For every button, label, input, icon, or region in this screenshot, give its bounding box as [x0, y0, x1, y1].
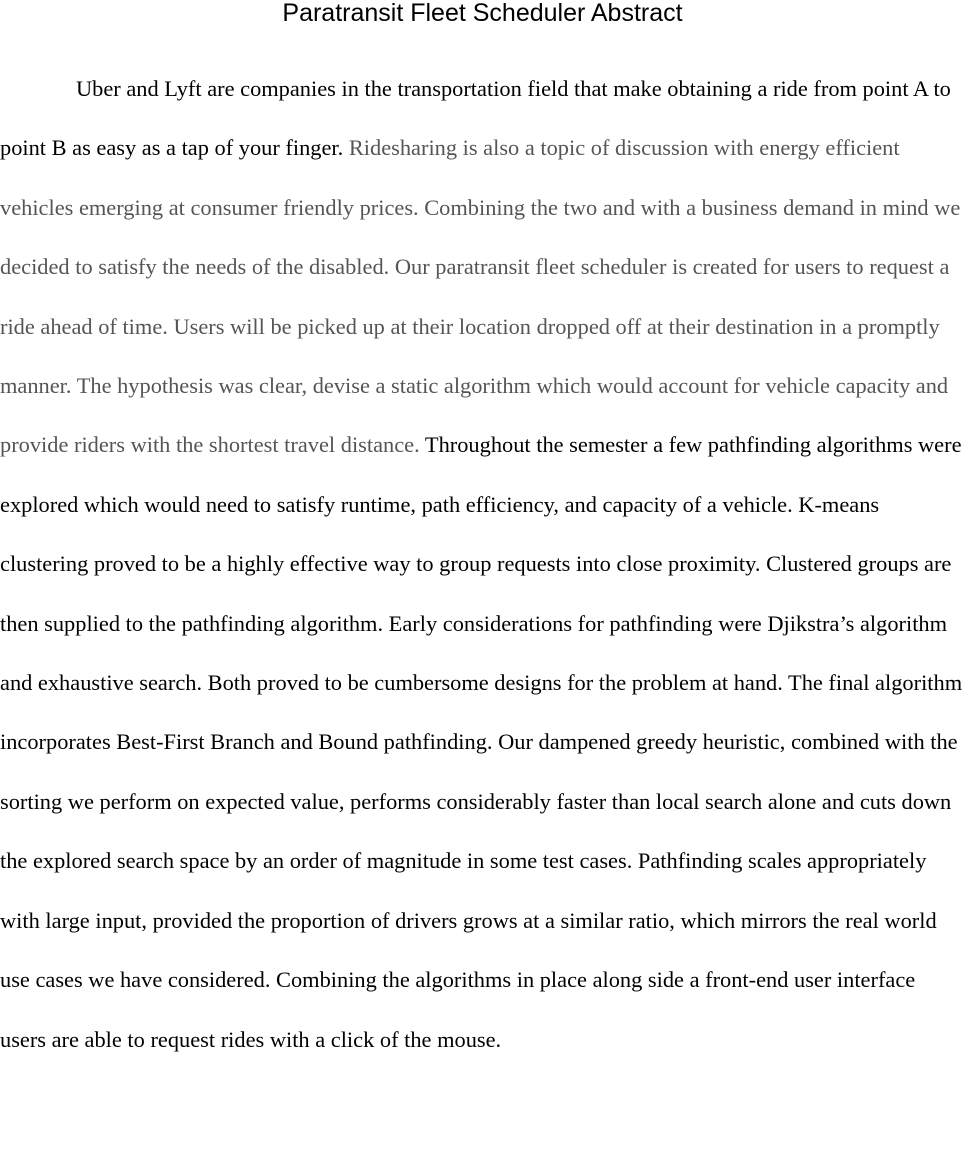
- document-title: Paratransit Fleet Scheduler Abstract: [282, 0, 683, 27]
- abstract-segment-intro: Uber and Lyft are companies in the transportation field that make obtaining a ride from point A to point B as easy as a tap of your finger.: [0, 76, 951, 161]
- abstract-segment-hypothesis: Ridesharing is also a topic of discussion with energy efficient vehicles emerging at consumer friendly prices. Combining the two and with a business demand in mind we decided to satisfy the needs of the disabled. Our paratransit fleet scheduler is created for users to request a ride ahead of time. Users will be picked up at their location dropped off at their destination in a promptly manner. The hypothesis was clear, devise a static algorithm which would account for vehicle capacity and provide riders with the shortest travel distance.: [0, 135, 961, 458]
- abstract-segment-methods: Throughout the semester a few pathfinding algorithms were explored which would need to satisfy runtime, path efficiency, and capacity of a vehicle. K-means clustering proved to be a highly effective way to group requests into close proximity. Clustered groups are then supplied to the pathfinding algorithm. Early considerations for pathfinding were Djikstra’s algorithm and exhaustive search. Both proved to be cumbersome designs for the problem at hand. The final algorithm incorporates Best-First Branch and Bound pathfinding. Our dampened greedy heuristic, combined with the sorting we perform on expected value, performs considerably faster than local search alone and cuts down the explored search space by an order of magnitude in some test cases. Pathfinding scales appropriately with large input, provided the proportion of drivers grows at a similar ratio, which mirrors the real world use cases we have considered. Combining the algorithms in place along side a front-end user interface users are able to request rides with a click of the mouse.: [0, 432, 963, 1052]
- abstract-paragraph: [0, 59, 965, 1069]
